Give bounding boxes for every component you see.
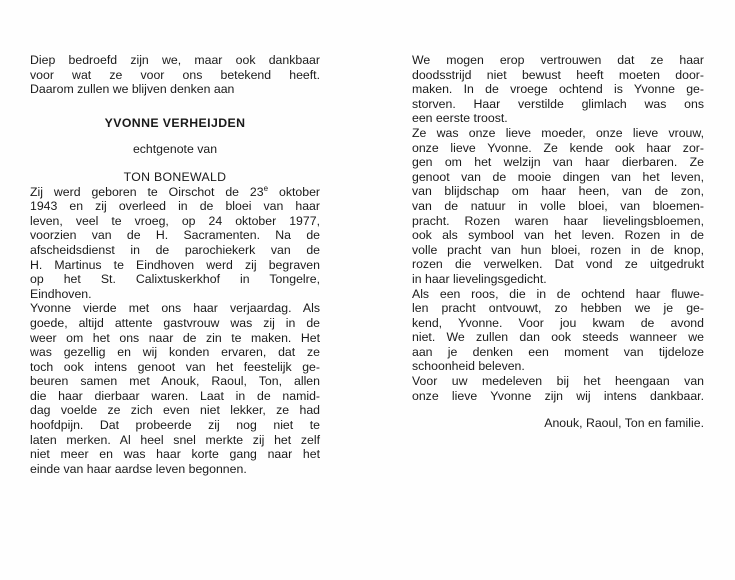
rose-paragraph [412, 287, 704, 375]
text-line: gen om het welzijn van haar dierbaren. Ze [412, 155, 704, 170]
text-line: kend, Yvonne. Voor jou kwam de avond [412, 315, 704, 330]
passing-paragraph [412, 53, 704, 126]
text-line: Eindhoven. [30, 286, 92, 301]
text-line: H. Martinus te Eindhoven werd zij begraven [30, 257, 320, 272]
birth-line-head: Zij werd geboren te Oirschot de 23 [30, 184, 264, 199]
biography-paragraph [30, 185, 320, 302]
text-line: volle pracht van hun bloei, rozen in de knop, [412, 242, 704, 257]
text-line: afscheidsdienst in de parochiekerk van de [30, 242, 320, 257]
text-line: van de natuur in volle bloei, van bloemen- [412, 198, 704, 213]
text-line: voorzien van de H. Sacramenten. Na de [30, 228, 320, 243]
text-line: aan je denken een moment van tijdeloze [412, 344, 704, 359]
text-line: rozen die verwelken. Dat vond ze uitgedrukt [412, 257, 704, 272]
ordinal-suffix: e [263, 183, 269, 193]
text-line: einde van haar aardse leven begonnen. [30, 461, 247, 476]
text-line: dag voelde ze zich even niet lekker, ze had [30, 403, 320, 418]
text-line: die haar dierbaar waren. Laat in de namid- [30, 388, 320, 403]
text-line: leven, veel te vroeg, op 24 oktober 1977, [30, 213, 320, 228]
text-line: storven. Haar verstilde glimlach was ons [412, 96, 704, 111]
text-line: weer om het ons naar de zin te maken. Het [30, 330, 320, 345]
text-line: onze lieve Yvonne zijn wij intens dankbaar. [412, 388, 704, 403]
text-line: onze lieve Yvonne. Ze kende ook haar zor- [412, 140, 704, 155]
text-line: Diep bedroefd zijn we, maar ook dankbaar [30, 53, 320, 67]
thanks-paragraph [412, 374, 704, 403]
text-line: toch ook intens genoot van het feestelijk ge- [30, 359, 320, 374]
family-signature: Anouk, Raoul, Ton en familie. [544, 416, 704, 431]
text-line: beuren samen met Anouk, Raoul, Ton, allen [30, 374, 320, 389]
text-line: genoot van de mooie dingen van het leven, [412, 169, 704, 184]
text-line: maken. In de vroege ochtend is Yvonne ge- [412, 82, 704, 97]
text-line: hoofdpijn. Dat probeerde zij nog niet te [30, 418, 320, 433]
text-line: goede, altijd attente gastvrouw was zij in de [30, 315, 320, 330]
text-line: een eerste troost. [412, 111, 508, 126]
spouse-name: TON BONEWALD [123, 169, 227, 184]
text-line: We mogen erop vertrouwen dat ze haar [412, 53, 704, 67]
text-line: schoonheid beleven. [412, 359, 525, 374]
text-line: pracht. Rozen waren haar lievelingsbloemen, [412, 213, 704, 228]
text-line: Yvonne vierde met ons haar verjaardag. Als [30, 301, 320, 316]
text-line: ook als symbool van het leven. Rozen in de [412, 228, 704, 243]
text-line: op het St. Calixtuskerkhof in Tongelre, [30, 272, 320, 287]
deceased-name: YVONNE VERHEIJDEN [104, 115, 246, 130]
relation-label: echtgenote van [132, 142, 218, 157]
tribute-paragraph [412, 126, 704, 287]
text-line: laten merken. Al heel snel merkte zij het zelf [30, 432, 320, 447]
text-line: was gezellig en wij konden ervaren, dat ze [30, 345, 320, 360]
text-line: niet. We zullen dan ook steeds wanneer we [412, 330, 704, 345]
birth-line-tail: oktober [268, 184, 321, 199]
text-line: Daarom zullen we blijven denken aan [30, 82, 235, 97]
right-column [412, 53, 704, 431]
text-line: 1943 en zij overleed in de bloei van haar [30, 199, 320, 214]
text-line: niet meer en was haar korte gang naar het [30, 447, 320, 462]
text-line: in haar lievelingsgedicht. [412, 271, 547, 286]
text-line: doodsstrijd niet bewust heeft moeten door- [412, 67, 704, 82]
left-column [30, 53, 320, 476]
text-line: van blijdschap om haar heen, van de zon, [412, 184, 704, 199]
text-line [30, 185, 320, 200]
intro-paragraph [30, 53, 320, 97]
text-line: len pracht ontvouwt, zo hebben we je ge- [412, 301, 704, 316]
story-paragraph [30, 301, 320, 476]
text-line: Als een roos, die in de ochtend haar fluwe- [412, 286, 704, 301]
text-line: voor wat ze voor ons betekend heeft. [30, 67, 320, 82]
text-line: Ze was onze lieve moeder, onze lieve vrouw, [412, 125, 704, 140]
text-line: Voor uw medeleven bij het heengaan van [412, 374, 704, 389]
